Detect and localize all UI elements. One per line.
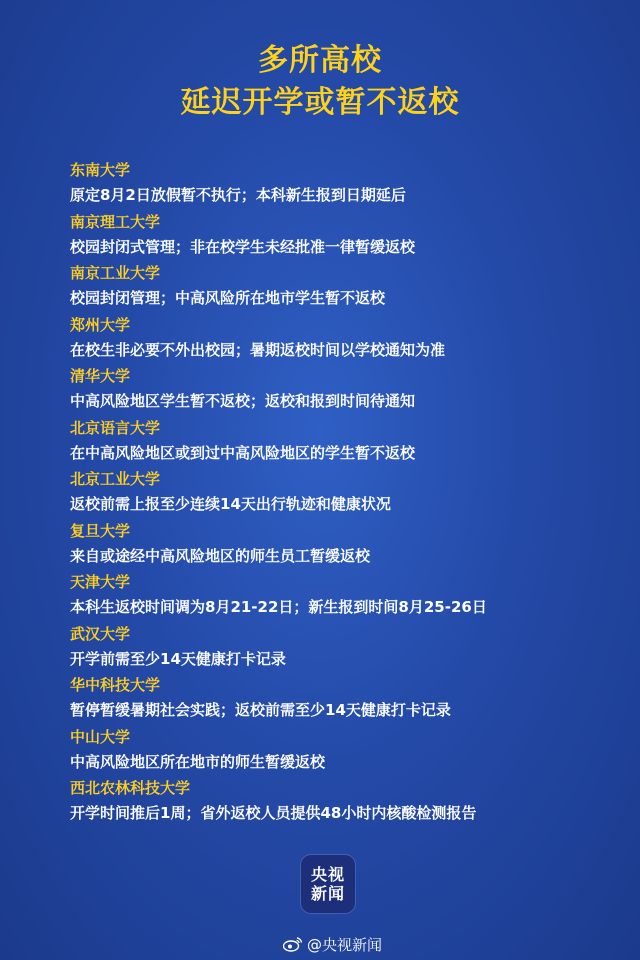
list-item: [70, 725, 610, 777]
weibo-icon: [283, 936, 303, 952]
university-detail: 返校前需上报至少连续14天出行轨迹和健康状况: [70, 495, 391, 513]
university-detail: 暂停暂缓暑期社会实践；返校前需至少14天健康打卡记录: [70, 701, 451, 719]
university-name: 华中科技大学: [70, 676, 161, 694]
university-name: 北京语言大学: [70, 418, 161, 437]
list-item: [70, 570, 610, 622]
list-item: [70, 622, 610, 674]
list-item: [70, 313, 610, 365]
list-item: [70, 467, 610, 519]
university-name: 复旦大学: [70, 521, 131, 540]
university-name: 郑州大学: [70, 315, 131, 334]
list-item: [70, 210, 610, 262]
university-name: 西北农林科技大学: [70, 779, 191, 797]
university-name: 天津大学: [70, 573, 131, 591]
university-list: [70, 158, 610, 828]
watermark: [283, 933, 382, 955]
university-detail: 开学前需至少14天健康打卡记录: [70, 649, 286, 668]
university-name: 中山大学: [70, 727, 131, 746]
logo-line-2: 新闻: [310, 884, 345, 903]
university-detail: 原定8月2日放假暂不执行；本科新生报到日期延后: [70, 186, 406, 204]
list-item: [70, 673, 610, 725]
logo-line-1: 央视: [310, 865, 345, 884]
university-name: 北京工业大学: [70, 470, 161, 488]
list-item: [70, 158, 610, 210]
university-detail: 开学时间推后1周；省外返校人员提供48小时内核酸检测报告: [70, 804, 477, 822]
list-item: [70, 519, 610, 571]
title-line-2: 延迟开学或暂不返校: [180, 85, 460, 120]
watermark-text: @央视新闻: [306, 935, 382, 954]
university-detail: 本科生返校时间调为8月21-22日；新生报到时间8月25-26日: [70, 598, 487, 616]
list-item: [70, 416, 610, 468]
university-detail: 在中高风险地区或到过中高风险地区的学生暂不返校: [70, 443, 416, 462]
university-name: 武汉大学: [70, 624, 131, 643]
university-detail: 在校生非必要不外出校园；暑期返校时间以学校通知为准: [70, 340, 446, 359]
university-detail: 来自或途经中高风险地区的师生员工暂缓返校: [70, 546, 371, 565]
list-item: [70, 364, 610, 416]
cctv-news-logo: [301, 855, 355, 913]
university-detail: 校园封闭管理；中高风险所在地市学生暂不返校: [70, 289, 386, 307]
header: [0, 40, 640, 124]
university-name: 南京理工大学: [70, 212, 161, 231]
university-detail: 校园封闭式管理；非在校学生未经批准一律暂缓返校: [70, 237, 416, 256]
list-item: [70, 776, 610, 828]
title-line-1: 多所高校: [258, 43, 382, 78]
university-name: 东南大学: [70, 161, 131, 179]
university-detail: 中高风险地区所在地市的师生暂缓返校: [70, 752, 326, 771]
university-detail: 中高风险地区学生暂不返校；返校和报到时间待通知: [70, 392, 416, 410]
university-name: 清华大学: [70, 367, 131, 385]
list-item: [70, 261, 610, 313]
university-name: 南京工业大学: [70, 264, 161, 282]
